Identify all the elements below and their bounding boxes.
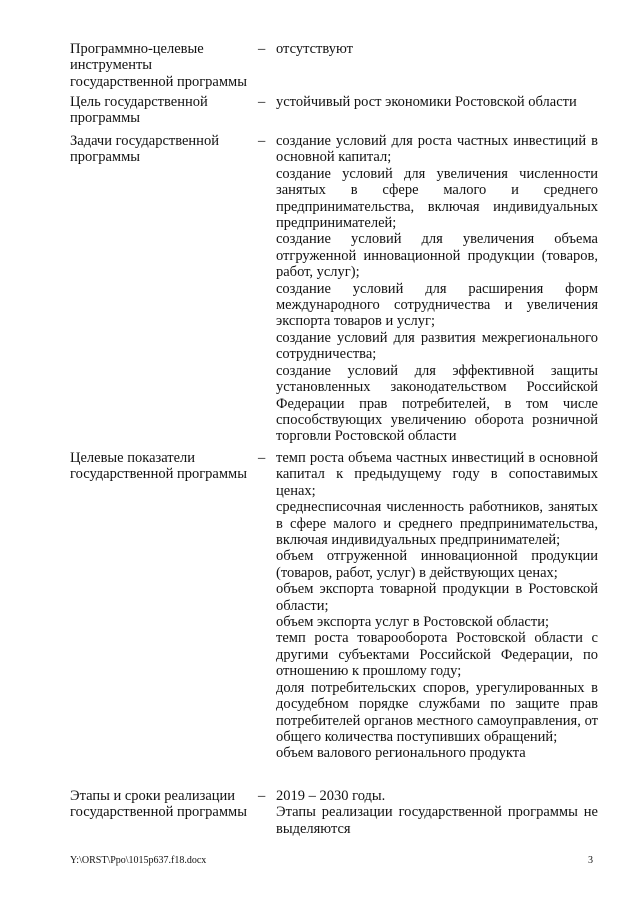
section-label: Цель государственной программы [70, 94, 208, 127]
section-label: Задачи государственной программы [70, 133, 219, 166]
content-item: устойчивый рост экономики Ростовской области [276, 94, 577, 110]
section-label: Программно-целевые инструменты государственной программы [70, 41, 247, 90]
content-item: создание условий для роста частных инвестиций в основной капитал; [276, 133, 598, 166]
content-item: объем экспорта товарной продукции в Ростовской области; [276, 581, 598, 614]
section-target-indicators [70, 450, 598, 762]
section-content [276, 788, 598, 837]
section-content [276, 41, 598, 57]
section-label: Целевые показатели государственной программы [70, 450, 247, 483]
content-item: создание условий для увеличения численности занятых в сфере малого и среднего предпринимательства, включая индивидуальных предпринимателей; [276, 165, 598, 232]
content-item: объем экспорта услуг в Ростовской области; [276, 614, 549, 631]
footer-page-number: 3 [588, 855, 593, 866]
content-item: создание условий для эффективной защиты установленных законодательством Российской Федерации прав потребителей, в том числе способствующих увеличению оборота розничной торговли Ростовской области [276, 362, 598, 445]
content-item: создание условий для увеличения объема отгруженной инновационной продукции (товаров, работ, услуг); [276, 231, 598, 281]
content-item: темп роста товарооборота Ростовской области с другими субъектами Российской Федерации, по отношению к прошлому году; [276, 630, 598, 680]
content-item: создание условий для развития межрегионального сотрудничества; [276, 329, 598, 363]
section-program-tools [70, 41, 598, 90]
content-item: объем отгруженной инновационной продукции (товаров, работ, услуг) в действующих ценах; [276, 548, 598, 581]
content-item: среднесписочная численность работников, занятых в сфере малого и среднего предпринимательства, включая индивидуальных предпринимателей; [276, 499, 598, 549]
content-item: темп роста объема частных инвестиций в основной капитал к предыдущему году в сопоставимых ценах; [276, 450, 598, 499]
section-content [276, 94, 598, 110]
content-item: объем валового регионального продукта [276, 745, 526, 762]
footer-file-path: Y:\ORST\Ppo\1015p637.f18.docx [70, 855, 207, 866]
section-dash: – [258, 133, 266, 149]
section-dash: – [258, 94, 266, 110]
section-dash: – [258, 450, 266, 466]
content-item: доля потребительских споров, урегулированных в досудебном порядке службами по защите прав потребителей органов местного самоуправления, от общего количества поступивших обращений; [276, 679, 598, 745]
content-item: 2019 – 2030 годы. [276, 788, 386, 804]
section-tasks [70, 133, 598, 445]
section-dash: – [258, 788, 266, 804]
content-item: Этапы реализации государственной программы не выделяются [276, 804, 598, 837]
section-content [276, 133, 598, 445]
content-item: создание условий для расширения форм международного сотрудничества и увеличения экспорта товаров и услуг; [276, 280, 598, 330]
section-goal [70, 94, 598, 127]
content-item: отсутствуют [276, 41, 353, 57]
section-dash: – [258, 41, 266, 57]
section-content [276, 450, 598, 762]
section-label: Этапы и сроки реализации государственной программы [70, 788, 247, 821]
section-stages-terms [70, 788, 598, 837]
